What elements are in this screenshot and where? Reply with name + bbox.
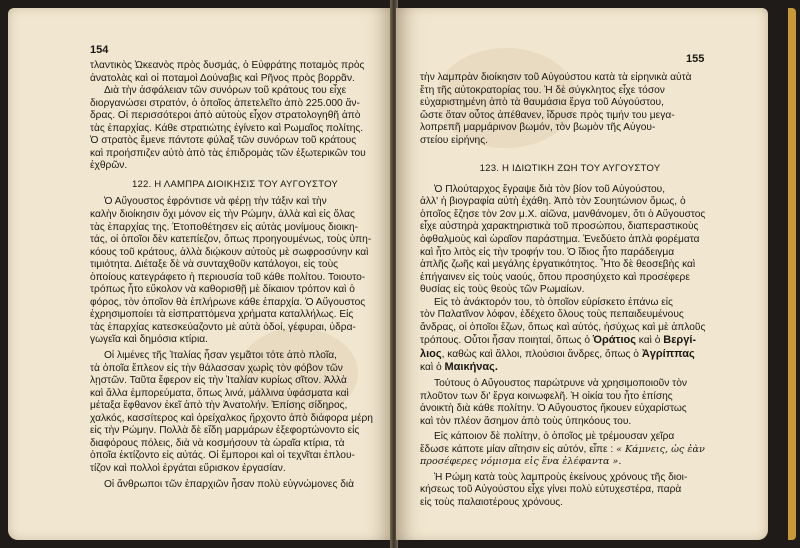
text-line: καλὴν διοίκησιν ὄχι μόνον εἰς τὴν Ρώμην, ἀλλὰ καὶ εἰς ὅλας — [90, 209, 355, 221]
text-line — [420, 456, 720, 469]
text-line: ὀφθαλμοὺς καὶ ὡραῖον παράστημα. Ἐνεδύετο ἁπλὰ φορέματα — [420, 234, 700, 246]
text-line: καὶ τὸν πλέον ἄσημον ἀπὸ τοὺς ὑπηκόους του. — [420, 415, 632, 427]
text-line: Εἰς κάποιον δὲ πολίτην, ὁ ὁποῖος μὲ τρέμουσαν χεῖρα — [434, 431, 675, 443]
section-heading-122: 122. Η ΛΑΜΠΡΑ ΔΙΟΙΚΗΣΙΣ ΤΟΥ ΑΥΓΟΥΣΤΟΥ — [131, 178, 339, 190]
left-column — [90, 60, 380, 491]
text-line: καὶ ἄλλα ἐμπορεύματα, ὅπως λινά, μάλλινα ὑφάσματα καὶ — [90, 387, 349, 399]
text-line: κήσεως τοῦ Αὐγούστου εἶχε γίνει πολὺ εὐτυχεστέρα, παρὰ — [420, 484, 682, 496]
text-line: Οἱ ἄνθρωποι τῶν ἐπαρχιῶν ἦσαν πολὺ εὐγνώμονες διὰ — [104, 478, 355, 490]
text-line: τιμιότητα. Διέταξε δὲ νὰ συνταχθοῦν κατάλογοι, εἰς τοὺς — [90, 259, 339, 271]
text-line: εἰς τοὺς παλαιοτέρους χρόνους. — [420, 496, 564, 508]
text-line: θυσίας εἰς τοὺς θεοὺς τῶν Ρωμαίων. — [420, 284, 585, 296]
text-line — [420, 348, 720, 362]
right-intro — [420, 72, 720, 147]
text-line: Ὁ Πλούταρχος ἔγραψε διὰ τὸν βίον τοῦ Αὐγούστου, — [434, 183, 666, 195]
poet-name-virgil: Βεργί- — [663, 334, 697, 347]
text-line: τὸν Παλατῖνον λόφον, ἐδέχετο ὅλους τοὺς πεπαιδευμένους — [420, 309, 684, 321]
text-line: καὶ ἦτο λιτὸς εἰς τὴν τροφήν του. Ὁ ἴδιος ἦτο παράδειγμα — [420, 246, 675, 258]
text-line: τὰς ἐπαρχίας της. Ἐτοποθέτησεν εἰς αὐτὰς μονίμους διοικη- — [90, 221, 359, 233]
text-fragment: καὶ ὁ — [638, 335, 661, 347]
text-line: εἶχε αὐστηρὰ χαρακτηριστικὰ τοῦ προσώπου, διαπεραστικοὺς — [420, 221, 699, 233]
text-line — [420, 334, 720, 348]
text-line: καὶ προήσπιζεν αὐτὸ ἀπὸ τὰς ἐπιδρομὰς τῶν ἐξωτερικῶν του — [90, 147, 366, 159]
text-line: ἐπήγαινεν εἰς τοὺς ναούς, ὅπου προσηύχετο καὶ προσέφερε — [420, 271, 690, 283]
text-line: τρόπως ἦτο εὔκολον νὰ καθορισθῇ μὲ δίκαιον τρόπον καὶ ὁ — [90, 284, 355, 296]
text-line: πλοῦτον των δι' ἔργα κοινωφελῆ. Ἡ οἰκία του ἦτο ἐπίσης — [420, 390, 673, 402]
name-maecenas: Μαικήνας. — [444, 361, 498, 374]
text-line: ἁπλῆς ζωῆς καὶ μεγάλης ἐργατικότητος. Ἦτο δὲ θεοσεβὴς καὶ — [420, 259, 696, 271]
page-number-right: 155 — [686, 53, 705, 65]
left-intro — [90, 60, 380, 173]
text-line: τίζον καὶ πολλοὶ ἐργάται εὕρισκον ἐργασίαν. — [90, 462, 286, 474]
right-paragraph-3 — [420, 378, 720, 428]
right-page — [396, 8, 768, 540]
text-line: ὥστε ὅταν οὗτος ἀπέθανεν, ἵδρυσε πρὸς τιμήν του μεγα- — [420, 109, 675, 121]
text-line: τὰ ὁποῖα ἔπλεον εἰς τὴν θάλασσαν χωρὶς τὸν φόβον τῶν — [90, 362, 343, 374]
text-fragment: ἔδωσε κάποτε μίαν αἴτησιν εἰς αὐτόν, εἶπε : — [420, 443, 614, 455]
text-line: ἐχθρῶν. — [90, 160, 128, 172]
text-line: χαλκός, κασσίτερος καὶ ὀρείχαλκος ἤρχοντο ἀπὸ διάφορα μέρη — [90, 412, 373, 424]
left-paragraph-3 — [90, 479, 380, 492]
right-paragraph-5 — [420, 472, 720, 510]
text-line: διαφόρους πόλεις, διὰ νὰ κοσμήσουν τὰ ὡραῖα κτίρια, τὰ — [90, 437, 345, 449]
name-agrippa: Ἀγρίππας — [641, 347, 695, 360]
right-paragraph-4 — [420, 431, 720, 469]
text-line: ἀνατολὰς καὶ οἱ ποταμοὶ Δούναβις καὶ Ρῆνος πρὸς βορρᾶν. — [90, 72, 355, 84]
text-line: κόους τοῦ κράτους, ἀλλὰ διῴκουν αὐτοὺς μὲ σωφροσύνην καὶ — [90, 246, 369, 258]
text-line: διοργανώσει στρατόν, ὁ ὁποῖος ἀπετελεῖτο ἀπὸ 225.000 ἄν- — [90, 97, 360, 109]
text-line: ἀνοικτὴ διὰ κάθε πολίτην. Ὁ Αὔγουστος ἤκουεν εὐχαρίστως — [420, 403, 687, 415]
left-paragraph-2 — [90, 350, 380, 475]
text-line: ἐχρησιμοποίει τὰ εἰσπραττόμενα χρήματα καταλλήλως. Εἰς — [90, 309, 354, 321]
left-page — [8, 8, 392, 540]
text-line: φόρος, τὸν ὁποῖον θὰ ἐπλήρωνε κάθε ἐπαρχία. Ὁ Αὔγουστος — [90, 296, 366, 308]
text-line: λῃστῶν. Ταῦτα ἔφερον εἰς τὴν Ἰταλίαν κυρίως σῖτον. Ἀλλὰ — [90, 375, 347, 387]
text-line: δρας. Οἱ περισσότεροι ἀπὸ αὐτοὺς εἶχον στρατολογηθῆ ἀπὸ — [90, 110, 361, 122]
text-line: Ἡ Ρώμη κατὰ τοὺς λαμπροὺς ἐκείνους χρόνους τῆς διοι- — [434, 471, 688, 483]
text-line: τὰς ἐπαρχίας κατεσκεύαζοντο μὲ αὐτὰ ὁδοί, γέφυραι, ὑδρα- — [90, 321, 356, 333]
right-column — [420, 72, 720, 510]
right-paragraph-1 — [420, 184, 720, 297]
text-line: τὴν λαμπρὰν διοίκησιν τοῦ Αὐγούστου κατὰ τὰ εἰρηνικὰ αὐτὰ — [420, 72, 692, 83]
text-line — [420, 361, 720, 375]
text-line: Ὁ στρατὸς ἔμενε πάντοτε φύλαξ τῶν συνόρων τοῦ κράτους — [90, 135, 357, 147]
text-fragment: τρόπους. Οὗτοι ἦσαν ποιηταί, ὅπως ὁ — [420, 335, 591, 347]
text-line: ὁποῖος ἔζησε τὸν 2ον μ.Χ. αἰῶνα, μανθάνομεν, ὅτι ὁ Αὔγουστος — [420, 208, 706, 220]
text-line — [420, 444, 720, 457]
text-line: εὐχαριστημένη ἀπὸ τὰ θαυμάσια ἔργα τοῦ Αὐγούστου, — [420, 97, 664, 109]
text-line: λοπρεπῆ μαρμάρινον βωμόν, τὸν βωμὸν τῆς Αὐγου- — [420, 122, 656, 134]
text-line: ὁποῖα ἐκτίζοντο εἰς αὐτάς. Οἱ ἔμποροι καὶ οἱ τεχνῖται ἐπλου- — [90, 450, 355, 462]
text-line: γωγεῖα καὶ δημόσια κτίρια. — [90, 334, 208, 346]
quote-fragment: προσέφερες νόμισμα εἰς ἕνα ἐλέφαντα ». — [420, 456, 622, 468]
text-line: Οἱ λιμένες τῆς Ἰταλίας ἦσαν γεμᾶτοι τότε ἀπὸ πλοῖα, — [104, 350, 337, 362]
text-line: Διὰ τὴν ἀσφάλειαν τῶν συνόρων τοῦ κράτους του εἶχε — [104, 85, 347, 97]
text-line: ἀλλ' ἡ βιογραφία αὐτὴ ἐχάθη. Ἀπὸ τὸν Σουητώνιον ὅμως, ὁ — [420, 196, 686, 208]
text-fragment: καὶ ὁ — [420, 362, 442, 374]
quote-fragment: « Κάμνεις, ὡς ἐὰν — [616, 443, 705, 455]
text-line: εἰς τὴν Ρώμην. Πολλὰ δὲ εἴδη μαρμάρων ἐξεφορτώνοντο εἰς — [90, 425, 360, 437]
page-number-left: 154 — [90, 44, 109, 56]
poet-name-virgil-end: λιος — [420, 347, 442, 360]
right-paragraph-2 — [420, 297, 720, 375]
text-line: στείου εἰρήνης. — [420, 134, 488, 146]
text-line: τλαντικὸς Ὠκεανὸς πρὸς δυσμάς, ὁ Εὐφράτης ποταμὸς πρὸς — [90, 60, 365, 71]
text-line: τὰς ἐπαρχίας. Κάθε στρατιώτης ἐγίνετο καὶ Ρωμαῖος πολίτης. — [90, 122, 364, 134]
text-line: Τούτους ὁ Αὔγουστος παρώτρυνε νὰ χρησιμοποιοῦν τὸν — [434, 378, 687, 390]
section-heading-123: 123. Η ΙΔΙΩΤΙΚΗ ΖΩΗ ΤΟΥ ΑΥΓΟΥΣΤΟΥ — [479, 163, 661, 175]
text-line: ὁποίους κατεγράφετο ἡ περιουσία τοῦ κάθε πολίτου. Τοιουτο- — [90, 271, 366, 283]
text-line: Εἰς τὸ ἀνάκτορόν του, τὸ ὁποῖον εὑρίσκετο ἐπάνω εἰς — [434, 296, 673, 308]
text-line: μέταξα ἔφθανον ἐκεῖ ἀπὸ τὴν Ἀνατολήν. Ἐπίσης σίδηρος, — [90, 400, 348, 412]
poet-name-horace: Ὁράτιος — [592, 334, 636, 347]
left-paragraph-1 — [90, 196, 380, 347]
text-line: ἔτη τῆς αὐτοκρατορίας του. Ἡ δὲ σύγκλητος εἶχε τόσον — [420, 84, 665, 96]
text-fragment: , καθὼς καὶ ἄλλοι, πλούσιοι ἄνδρες, ὅπως ὁ — [441, 348, 639, 360]
text-line: Ὁ Αὔγουστος ἐφρόντισε νὰ φέρῃ τὴν τάξιν καὶ τὴν — [104, 196, 327, 208]
text-line: ἄνδρας, οἱ ὁποῖοι ἔζων, ὅπως καὶ αὐτός, ἡσύχως καὶ μὲ ἁπλοῦς — [420, 321, 706, 333]
text-line: τάς, οἱ ὁποῖοι δὲν κατεπίεζον, ὅπως προηγουμένως, τοὺς ὑπη- — [90, 234, 372, 246]
book-edge-tab — [788, 8, 796, 540]
